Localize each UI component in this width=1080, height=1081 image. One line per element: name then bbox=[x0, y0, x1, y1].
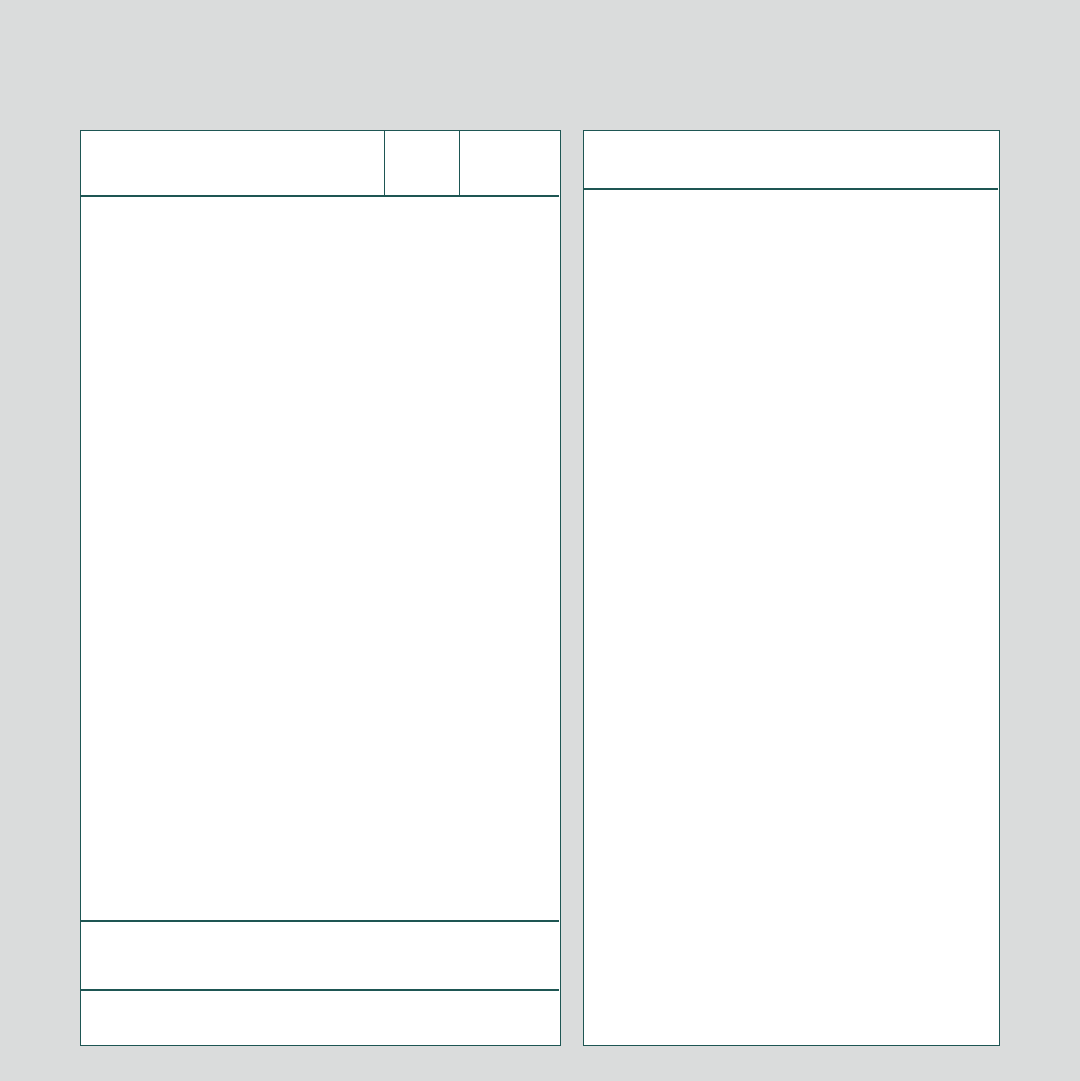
nutrition-table-header bbox=[81, 131, 559, 197]
other-ingredients bbox=[584, 965, 998, 1045]
header-per-10g-column bbox=[384, 131, 460, 195]
rda-footnote bbox=[81, 920, 559, 991]
nutrition-info-table bbox=[80, 130, 561, 1046]
blends-profile-table bbox=[583, 130, 1000, 1046]
overages-footnote bbox=[81, 991, 559, 1045]
blends-table-header bbox=[584, 131, 998, 190]
